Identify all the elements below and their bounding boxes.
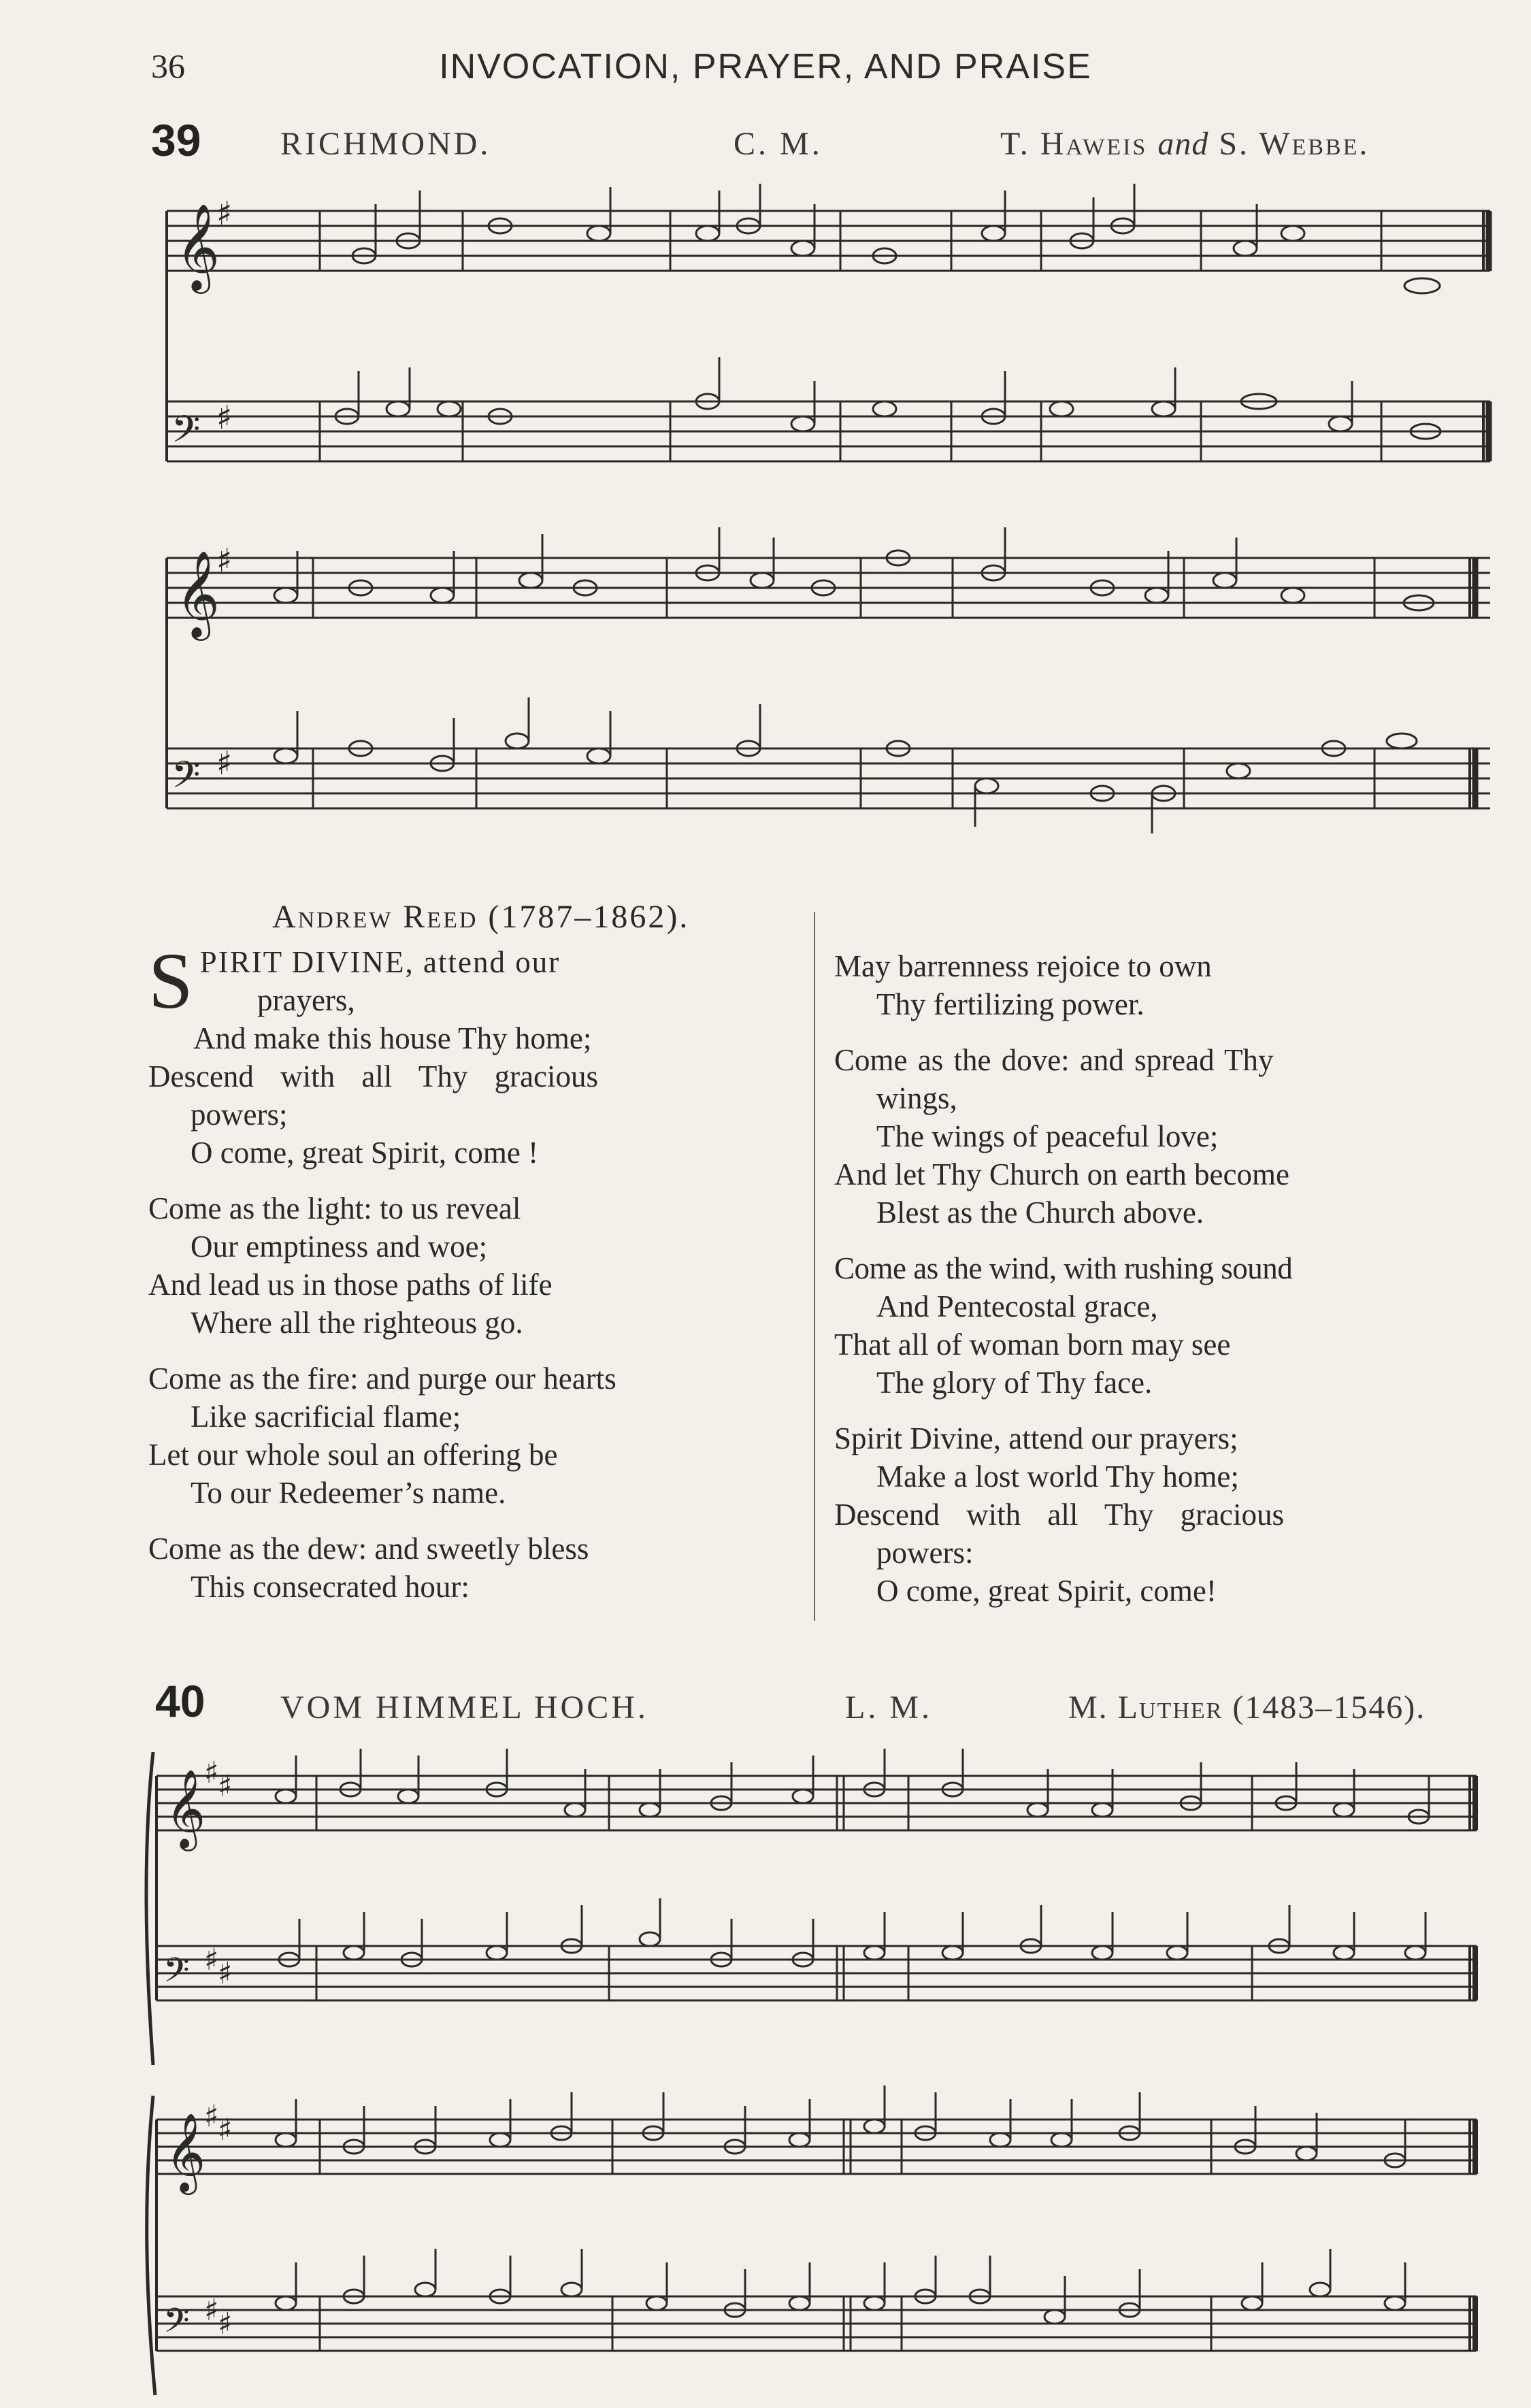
hymn-39-author: Andrew Reed (1787–1862). — [272, 899, 690, 935]
verse-line: Where all the righteous go. — [191, 1306, 523, 1340]
svg-text:♯: ♯ — [218, 2307, 233, 2341]
bass-clef-icon: 𝄢 — [171, 753, 201, 806]
svg-text:♯: ♯ — [216, 542, 233, 580]
drop-cap: S — [148, 936, 193, 1025]
stanza — [834, 947, 1501, 1023]
column-divider — [814, 912, 815, 1621]
hymn-39-verses-right — [834, 947, 1501, 1628]
hymn-40-tune-name: VOM HIMMEL HOCH. — [280, 1689, 648, 1726]
hymn-39-meter: C. M. — [734, 126, 823, 162]
first-line: PIRIT DIVINE, attend our — [199, 945, 561, 979]
verse-line: O come, great Spirit, come ! — [191, 1136, 539, 1170]
hymn-39-number: 39 — [151, 115, 201, 165]
verse-line: Come as the dew: and sweetly bless — [148, 1532, 589, 1566]
verse-line: Our emptiness and woe; — [191, 1230, 488, 1264]
svg-text:♯: ♯ — [204, 2099, 219, 2134]
page-number: 36 — [151, 47, 185, 85]
verse-line: wings, — [876, 1081, 957, 1115]
verse-line: And Pentecostal grace, — [876, 1289, 1158, 1323]
verse-line: Spirit Divine, attend our prayers; — [834, 1421, 1238, 1455]
stanza — [834, 1419, 1501, 1610]
stanza — [148, 1359, 802, 1512]
verse-line: Descend with all Thy gracious — [148, 1059, 599, 1093]
verse-line: The glory of Thy face. — [876, 1366, 1153, 1400]
verse-line: Like sacrificial flame; — [191, 1400, 461, 1434]
svg-text:♯: ♯ — [218, 2113, 233, 2147]
verse-line: And let Thy Church on earth become — [834, 1157, 1289, 1191]
svg-text:♯: ♯ — [204, 2293, 219, 2328]
svg-text:♯: ♯ — [216, 744, 233, 782]
treble-clef-icon: 𝄞 — [165, 2112, 206, 2192]
verse-line: powers; — [191, 1098, 288, 1132]
stanza — [148, 1530, 802, 1606]
stanza — [834, 1249, 1501, 1402]
running-head: INVOCATION, PRAYER, AND PRAISE — [439, 47, 1092, 86]
verse-line: Let our whole soul an offering be — [148, 1438, 558, 1472]
verse-line: To our Redeemer’s name. — [191, 1476, 506, 1510]
verse-line: Come as the wind, with rushing sound — [834, 1251, 1293, 1285]
stanza — [148, 1189, 802, 1342]
hymn-40-composer: M. Luther (1483–1546). — [1068, 1689, 1426, 1726]
verse-line: And lead us in those paths of life — [148, 1268, 553, 1302]
verse-line: Come as the fire: and purge our hearts — [148, 1362, 616, 1396]
verse-line: prayers, — [257, 983, 355, 1017]
bass-clef-icon: 𝄢 — [163, 2301, 190, 2349]
stanza — [834, 1041, 1501, 1232]
hymn-40-number: 40 — [155, 1676, 205, 1726]
svg-text:♯: ♯ — [218, 1769, 233, 1804]
stanza — [148, 936, 802, 1172]
verse-line: And make this house Thy home; — [193, 1021, 592, 1055]
bass-clef-icon: 𝄢 — [171, 408, 201, 460]
svg-text:♯: ♯ — [216, 195, 233, 233]
hymn-40-meter: L. M. — [845, 1689, 932, 1726]
treble-clef-icon: 𝄞 — [165, 1768, 206, 1848]
verse-line: Make a lost world Thy home; — [876, 1459, 1239, 1494]
verse-line: This consecrated hour: — [191, 1570, 470, 1604]
verse-line: May barrenness rejoice to own — [834, 949, 1212, 983]
verse-line: The wings of peaceful love; — [876, 1119, 1219, 1153]
svg-text:♯: ♯ — [218, 1956, 233, 1991]
bass-clef-icon: 𝄢 — [163, 1951, 190, 1998]
verse-line: powers: — [876, 1536, 974, 1570]
verse-line: Thy fertilizing power. — [876, 987, 1145, 1021]
hymn-39-composers: T. Haweis and S. Webbe. — [1000, 126, 1370, 162]
verse-line: Descend with all Thy gracious — [834, 1498, 1285, 1532]
verse-line: That all of woman born may see — [834, 1327, 1231, 1362]
verse-line: Blest as the Church above. — [876, 1195, 1204, 1230]
staff-system-4 — [147, 2096, 1477, 2395]
verse-line: O come, great Spirit, come! — [876, 1574, 1217, 1608]
treble-clef-icon: 𝄞 — [176, 550, 220, 637]
svg-text:♯: ♯ — [204, 1943, 219, 1977]
verse-line: Come as the dove: and spread Thy — [834, 1043, 1274, 1077]
hymn-39-tune-name: RICHMOND. — [280, 126, 491, 162]
treble-clef-icon: 𝄞 — [176, 203, 220, 290]
verse-line: Come as the light: to us reveal — [148, 1191, 521, 1225]
svg-text:♯: ♯ — [204, 1755, 219, 1790]
hymn-39-verses-left — [148, 936, 802, 1623]
svg-text:♯: ♯ — [216, 399, 233, 437]
